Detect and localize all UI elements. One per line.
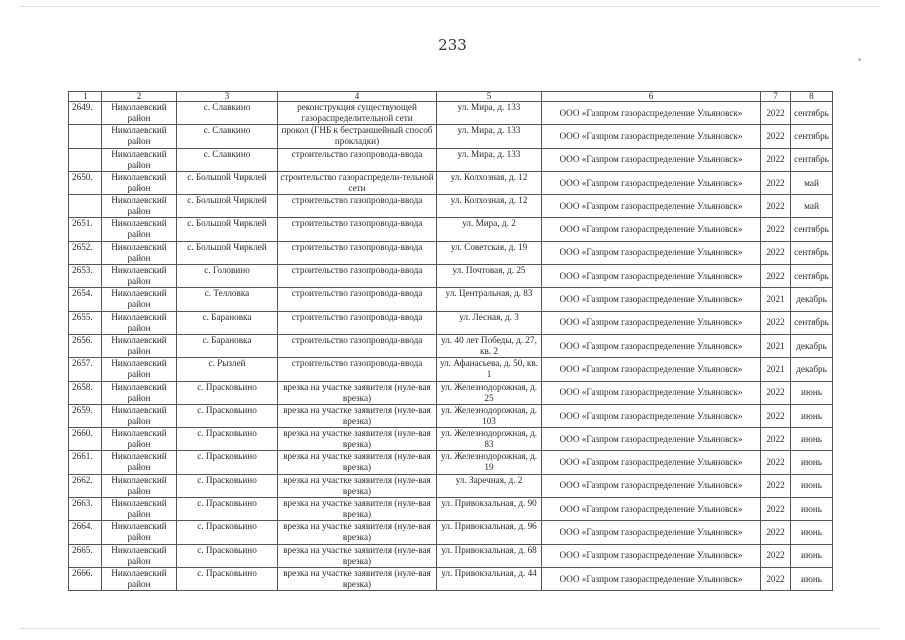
- address-cell: ул. Центральная, д. 83: [437, 288, 542, 311]
- header-cell-1: 1: [69, 92, 102, 102]
- header-cell-3: 3: [177, 92, 278, 102]
- year-cell: 2022: [761, 148, 791, 171]
- address-cell: ул. Железнодорожная, д. 103: [437, 404, 542, 427]
- table-row: [69, 451, 833, 474]
- year-cell: 2022: [761, 241, 791, 264]
- year-cell: 2022: [761, 381, 791, 404]
- settlement-cell: с. Прасковьино: [177, 451, 278, 474]
- settlement-cell: с. Славкино: [177, 148, 278, 171]
- work-type-cell: врезка на участке заявителя (нуле-вая врезка): [278, 474, 437, 497]
- number-cell: [69, 148, 102, 171]
- scan-artifact-top: [20, 6, 880, 7]
- work-type-cell: строительство газопровода-ввода: [278, 265, 437, 288]
- work-type-cell: строительство газопровода-ввода: [278, 334, 437, 357]
- table-row: [69, 241, 833, 264]
- address-cell: ул. Железнодорожная, д. 25: [437, 381, 542, 404]
- organization-cell: ООО «Газпром газораспределение Ульяновск»: [542, 334, 761, 357]
- district-cell: Николаевский район: [102, 102, 177, 125]
- district-cell: Николаевский район: [102, 404, 177, 427]
- month-cell: июнь: [791, 544, 833, 567]
- settlement-cell: с. Прасковьино: [177, 498, 278, 521]
- month-cell: июнь: [791, 567, 833, 590]
- organization-cell: ООО «Газпром газораспределение Ульяновск»: [542, 567, 761, 590]
- month-cell: май: [791, 195, 833, 218]
- year-cell: 2022: [761, 451, 791, 474]
- organization-cell: ООО «Газпром газораспределение Ульяновск»: [542, 311, 761, 334]
- district-cell: Николаевский район: [102, 474, 177, 497]
- month-cell: сентябрь: [791, 241, 833, 264]
- work-type-cell: врезка на участке заявителя (нуле-вая врезка): [278, 451, 437, 474]
- settlement-cell: с. Славкино: [177, 125, 278, 148]
- organization-cell: ООО «Газпром газораспределение Ульяновск»: [542, 288, 761, 311]
- year-cell: 2022: [761, 474, 791, 497]
- address-cell: ул. Лесная, д. 3: [437, 311, 542, 334]
- month-cell: июнь: [791, 404, 833, 427]
- district-cell: Николаевский район: [102, 195, 177, 218]
- number-cell: 2659.: [69, 404, 102, 427]
- header-cell-5: 5: [437, 92, 542, 102]
- number-cell: 2650.: [69, 171, 102, 194]
- settlement-cell: с. Барановка: [177, 311, 278, 334]
- number-cell: 2654.: [69, 288, 102, 311]
- number-cell: 2651.: [69, 218, 102, 241]
- number-cell: [69, 195, 102, 218]
- year-cell: 2022: [761, 171, 791, 194]
- number-cell: 2662.: [69, 474, 102, 497]
- organization-cell: ООО «Газпром газораспределение Ульяновск»: [542, 148, 761, 171]
- scan-artifact-bottom: [20, 628, 880, 629]
- table-row: [69, 358, 833, 381]
- work-type-cell: строительство газопровода-ввода: [278, 288, 437, 311]
- header-cell-2: 2: [102, 92, 177, 102]
- year-cell: 2022: [761, 265, 791, 288]
- number-cell: 2660.: [69, 428, 102, 451]
- number-cell: 2665.: [69, 544, 102, 567]
- work-type-cell: врезка на участке заявителя (нуле-вая врезка): [278, 521, 437, 544]
- address-cell: ул. Привокзальная, д. 96: [437, 521, 542, 544]
- address-cell: ул. Мира, д. 133: [437, 125, 542, 148]
- month-cell: май: [791, 171, 833, 194]
- table-row: [69, 544, 833, 567]
- settlement-cell: с. Прасковьино: [177, 428, 278, 451]
- work-type-cell: врезка на участке заявителя (нуле-вая врезка): [278, 381, 437, 404]
- work-type-cell: врезка на участке заявителя (нуле-вая врезка): [278, 544, 437, 567]
- month-cell: июнь: [791, 451, 833, 474]
- address-cell: ул. Колхозная, д. 12: [437, 195, 542, 218]
- district-cell: Николаевский район: [102, 358, 177, 381]
- table-row: [69, 148, 833, 171]
- work-type-cell: врезка на участке заявителя (нуле-вая врезка): [278, 498, 437, 521]
- district-cell: Николаевский район: [102, 125, 177, 148]
- number-cell: 2664.: [69, 521, 102, 544]
- address-cell: ул. Заречная, д. 2: [437, 474, 542, 497]
- organization-cell: ООО «Газпром газораспределение Ульяновск»: [542, 218, 761, 241]
- settlement-cell: с. Прасковьино: [177, 567, 278, 590]
- district-cell: Николаевский район: [102, 428, 177, 451]
- work-type-cell: строительство газопровода-ввода: [278, 311, 437, 334]
- year-cell: 2022: [761, 311, 791, 334]
- year-cell: 2022: [761, 102, 791, 125]
- register-table: [68, 91, 833, 591]
- year-cell: 2021: [761, 358, 791, 381]
- header-cell-7: 7: [761, 92, 791, 102]
- district-cell: Николаевский район: [102, 288, 177, 311]
- district-cell: Николаевский район: [102, 265, 177, 288]
- table-row: [69, 125, 833, 148]
- settlement-cell: с. Прасковьино: [177, 404, 278, 427]
- table-body: [69, 92, 833, 591]
- table-row: [69, 498, 833, 521]
- month-cell: сентябрь: [791, 102, 833, 125]
- number-cell: 2657.: [69, 358, 102, 381]
- address-cell: ул. Привокзальная, д. 90: [437, 498, 542, 521]
- month-cell: декабрь: [791, 358, 833, 381]
- number-cell: 2658.: [69, 381, 102, 404]
- address-cell: ул. Мира, д. 133: [437, 148, 542, 171]
- address-cell: ул. Советская, д. 19: [437, 241, 542, 264]
- address-cell: ул. Железнодорожная, д. 19: [437, 451, 542, 474]
- number-cell: 2663.: [69, 498, 102, 521]
- table-row: [69, 288, 833, 311]
- district-cell: Николаевский район: [102, 148, 177, 171]
- organization-cell: ООО «Газпром газораспределение Ульяновск»: [542, 358, 761, 381]
- organization-cell: ООО «Газпром газораспределение Ульяновск»: [542, 381, 761, 404]
- settlement-cell: с. Большой Чирклей: [177, 241, 278, 264]
- year-cell: 2022: [761, 498, 791, 521]
- number-cell: 2655.: [69, 311, 102, 334]
- page-number: 233: [438, 36, 467, 54]
- district-cell: Николаевский район: [102, 544, 177, 567]
- address-cell: ул. Железнодорожная, д. 83: [437, 428, 542, 451]
- address-cell: ул. Привокзальная, д. 68: [437, 544, 542, 567]
- settlement-cell: с. Прасковьино: [177, 544, 278, 567]
- month-cell: июнь: [791, 498, 833, 521]
- address-cell: ул. Мира, д. 2: [437, 218, 542, 241]
- table-row: [69, 521, 833, 544]
- organization-cell: ООО «Газпром газораспределение Ульяновск»: [542, 125, 761, 148]
- year-cell: 2021: [761, 334, 791, 357]
- district-cell: Николаевский район: [102, 334, 177, 357]
- table-row: [69, 171, 833, 194]
- settlement-cell: с. Прасковьино: [177, 381, 278, 404]
- year-cell: 2022: [761, 521, 791, 544]
- work-type-cell: строительство газораспредели-тельной сети: [278, 171, 437, 194]
- table-row: [69, 381, 833, 404]
- month-cell: сентябрь: [791, 218, 833, 241]
- table-row: [69, 474, 833, 497]
- organization-cell: ООО «Газпром газораспределение Ульяновск»: [542, 474, 761, 497]
- address-cell: ул. 40 лет Победы, д. 27, кв. 2: [437, 334, 542, 357]
- work-type-cell: врезка на участке заявителя (нуле-вая врезка): [278, 567, 437, 590]
- month-cell: декабрь: [791, 334, 833, 357]
- scan-speck: [858, 58, 861, 61]
- district-cell: Николаевский район: [102, 218, 177, 241]
- work-type-cell: прокол (ГНБ к бестраншейный способ прокладки): [278, 125, 437, 148]
- number-cell: 2666.: [69, 567, 102, 590]
- work-type-cell: реконструкция существующей газораспределительной сети: [278, 102, 437, 125]
- district-cell: Николаевский район: [102, 311, 177, 334]
- settlement-cell: с. Большой Чирклей: [177, 171, 278, 194]
- table-row: [69, 102, 833, 125]
- year-cell: 2022: [761, 218, 791, 241]
- work-type-cell: строительство газопровода-ввода: [278, 218, 437, 241]
- settlement-cell: с. Телловка: [177, 288, 278, 311]
- organization-cell: ООО «Газпром газораспределение Ульяновск»: [542, 171, 761, 194]
- month-cell: июнь: [791, 474, 833, 497]
- month-cell: июнь: [791, 428, 833, 451]
- month-cell: июнь: [791, 381, 833, 404]
- year-cell: 2022: [761, 125, 791, 148]
- header-cell-4: 4: [278, 92, 437, 102]
- number-cell: 2661.: [69, 451, 102, 474]
- address-cell: ул. Мира, д. 133: [437, 102, 542, 125]
- organization-cell: ООО «Газпром газораспределение Ульяновск»: [542, 102, 761, 125]
- table-row: [69, 265, 833, 288]
- table-row: [69, 567, 833, 590]
- organization-cell: ООО «Газпром газораспределение Ульяновск»: [542, 451, 761, 474]
- organization-cell: ООО «Газпром газораспределение Ульяновск»: [542, 521, 761, 544]
- work-type-cell: врезка на участке заявителя (нуле-вая врезка): [278, 428, 437, 451]
- work-type-cell: врезка на участке заявителя (нуле-вая врезка): [278, 404, 437, 427]
- month-cell: сентябрь: [791, 311, 833, 334]
- district-cell: Николаевский район: [102, 451, 177, 474]
- table-row: [69, 195, 833, 218]
- address-cell: ул. Афанасьева, д. 50, кв. 1: [437, 358, 542, 381]
- year-cell: 2022: [761, 404, 791, 427]
- organization-cell: ООО «Газпром газораспределение Ульяновск»: [542, 428, 761, 451]
- organization-cell: ООО «Газпром газораспределение Ульяновск»: [542, 544, 761, 567]
- table-row: [69, 311, 833, 334]
- table-row: [69, 428, 833, 451]
- settlement-cell: с. Большой Чирклей: [177, 218, 278, 241]
- table-row: [69, 334, 833, 357]
- year-cell: 2022: [761, 544, 791, 567]
- settlement-cell: с. Прасковьино: [177, 521, 278, 544]
- settlement-cell: с. Прасковьино: [177, 474, 278, 497]
- organization-cell: ООО «Газпром газораспределение Ульяновск»: [542, 265, 761, 288]
- address-cell: ул. Колхозная, д. 12: [437, 171, 542, 194]
- settlement-cell: с. Славкино: [177, 102, 278, 125]
- number-cell: 2649.: [69, 102, 102, 125]
- settlement-cell: с. Большой Чирклей: [177, 195, 278, 218]
- month-cell: сентябрь: [791, 148, 833, 171]
- table-row: [69, 218, 833, 241]
- work-type-cell: строительство газопровода-ввода: [278, 195, 437, 218]
- organization-cell: ООО «Газпром газораспределение Ульяновск»: [542, 241, 761, 264]
- number-cell: 2656.: [69, 334, 102, 357]
- district-cell: Николаевский район: [102, 498, 177, 521]
- organization-cell: ООО «Газпром газораспределение Ульяновск»: [542, 404, 761, 427]
- header-cell-6: 6: [542, 92, 761, 102]
- number-cell: 2653.: [69, 265, 102, 288]
- settlement-cell: с. Рызлей: [177, 358, 278, 381]
- year-cell: 2022: [761, 428, 791, 451]
- number-cell: [69, 125, 102, 148]
- table-header-row: [69, 92, 833, 102]
- work-type-cell: строительство газопровода-ввода: [278, 148, 437, 171]
- header-cell-8: 8: [791, 92, 833, 102]
- organization-cell: ООО «Газпром газораспределение Ульяновск»: [542, 195, 761, 218]
- month-cell: декабрь: [791, 288, 833, 311]
- settlement-cell: с. Головино: [177, 265, 278, 288]
- district-cell: Николаевский район: [102, 567, 177, 590]
- district-cell: Николаевский район: [102, 171, 177, 194]
- district-cell: Николаевский район: [102, 521, 177, 544]
- address-cell: ул. Привокзальная, д. 44: [437, 567, 542, 590]
- district-cell: Николаевский район: [102, 381, 177, 404]
- number-cell: 2652.: [69, 241, 102, 264]
- work-type-cell: строительство газопровода-ввода: [278, 241, 437, 264]
- year-cell: 2021: [761, 288, 791, 311]
- table-row: [69, 404, 833, 427]
- organization-cell: ООО «Газпром газораспределение Ульяновск»: [542, 498, 761, 521]
- work-type-cell: строительство газопровода-ввода: [278, 358, 437, 381]
- year-cell: 2022: [761, 195, 791, 218]
- district-cell: Николаевский район: [102, 241, 177, 264]
- month-cell: сентябрь: [791, 125, 833, 148]
- month-cell: июнь: [791, 521, 833, 544]
- address-cell: ул. Почтовая, д. 25: [437, 265, 542, 288]
- month-cell: сентябрь: [791, 265, 833, 288]
- settlement-cell: с. Барановка: [177, 334, 278, 357]
- year-cell: 2022: [761, 567, 791, 590]
